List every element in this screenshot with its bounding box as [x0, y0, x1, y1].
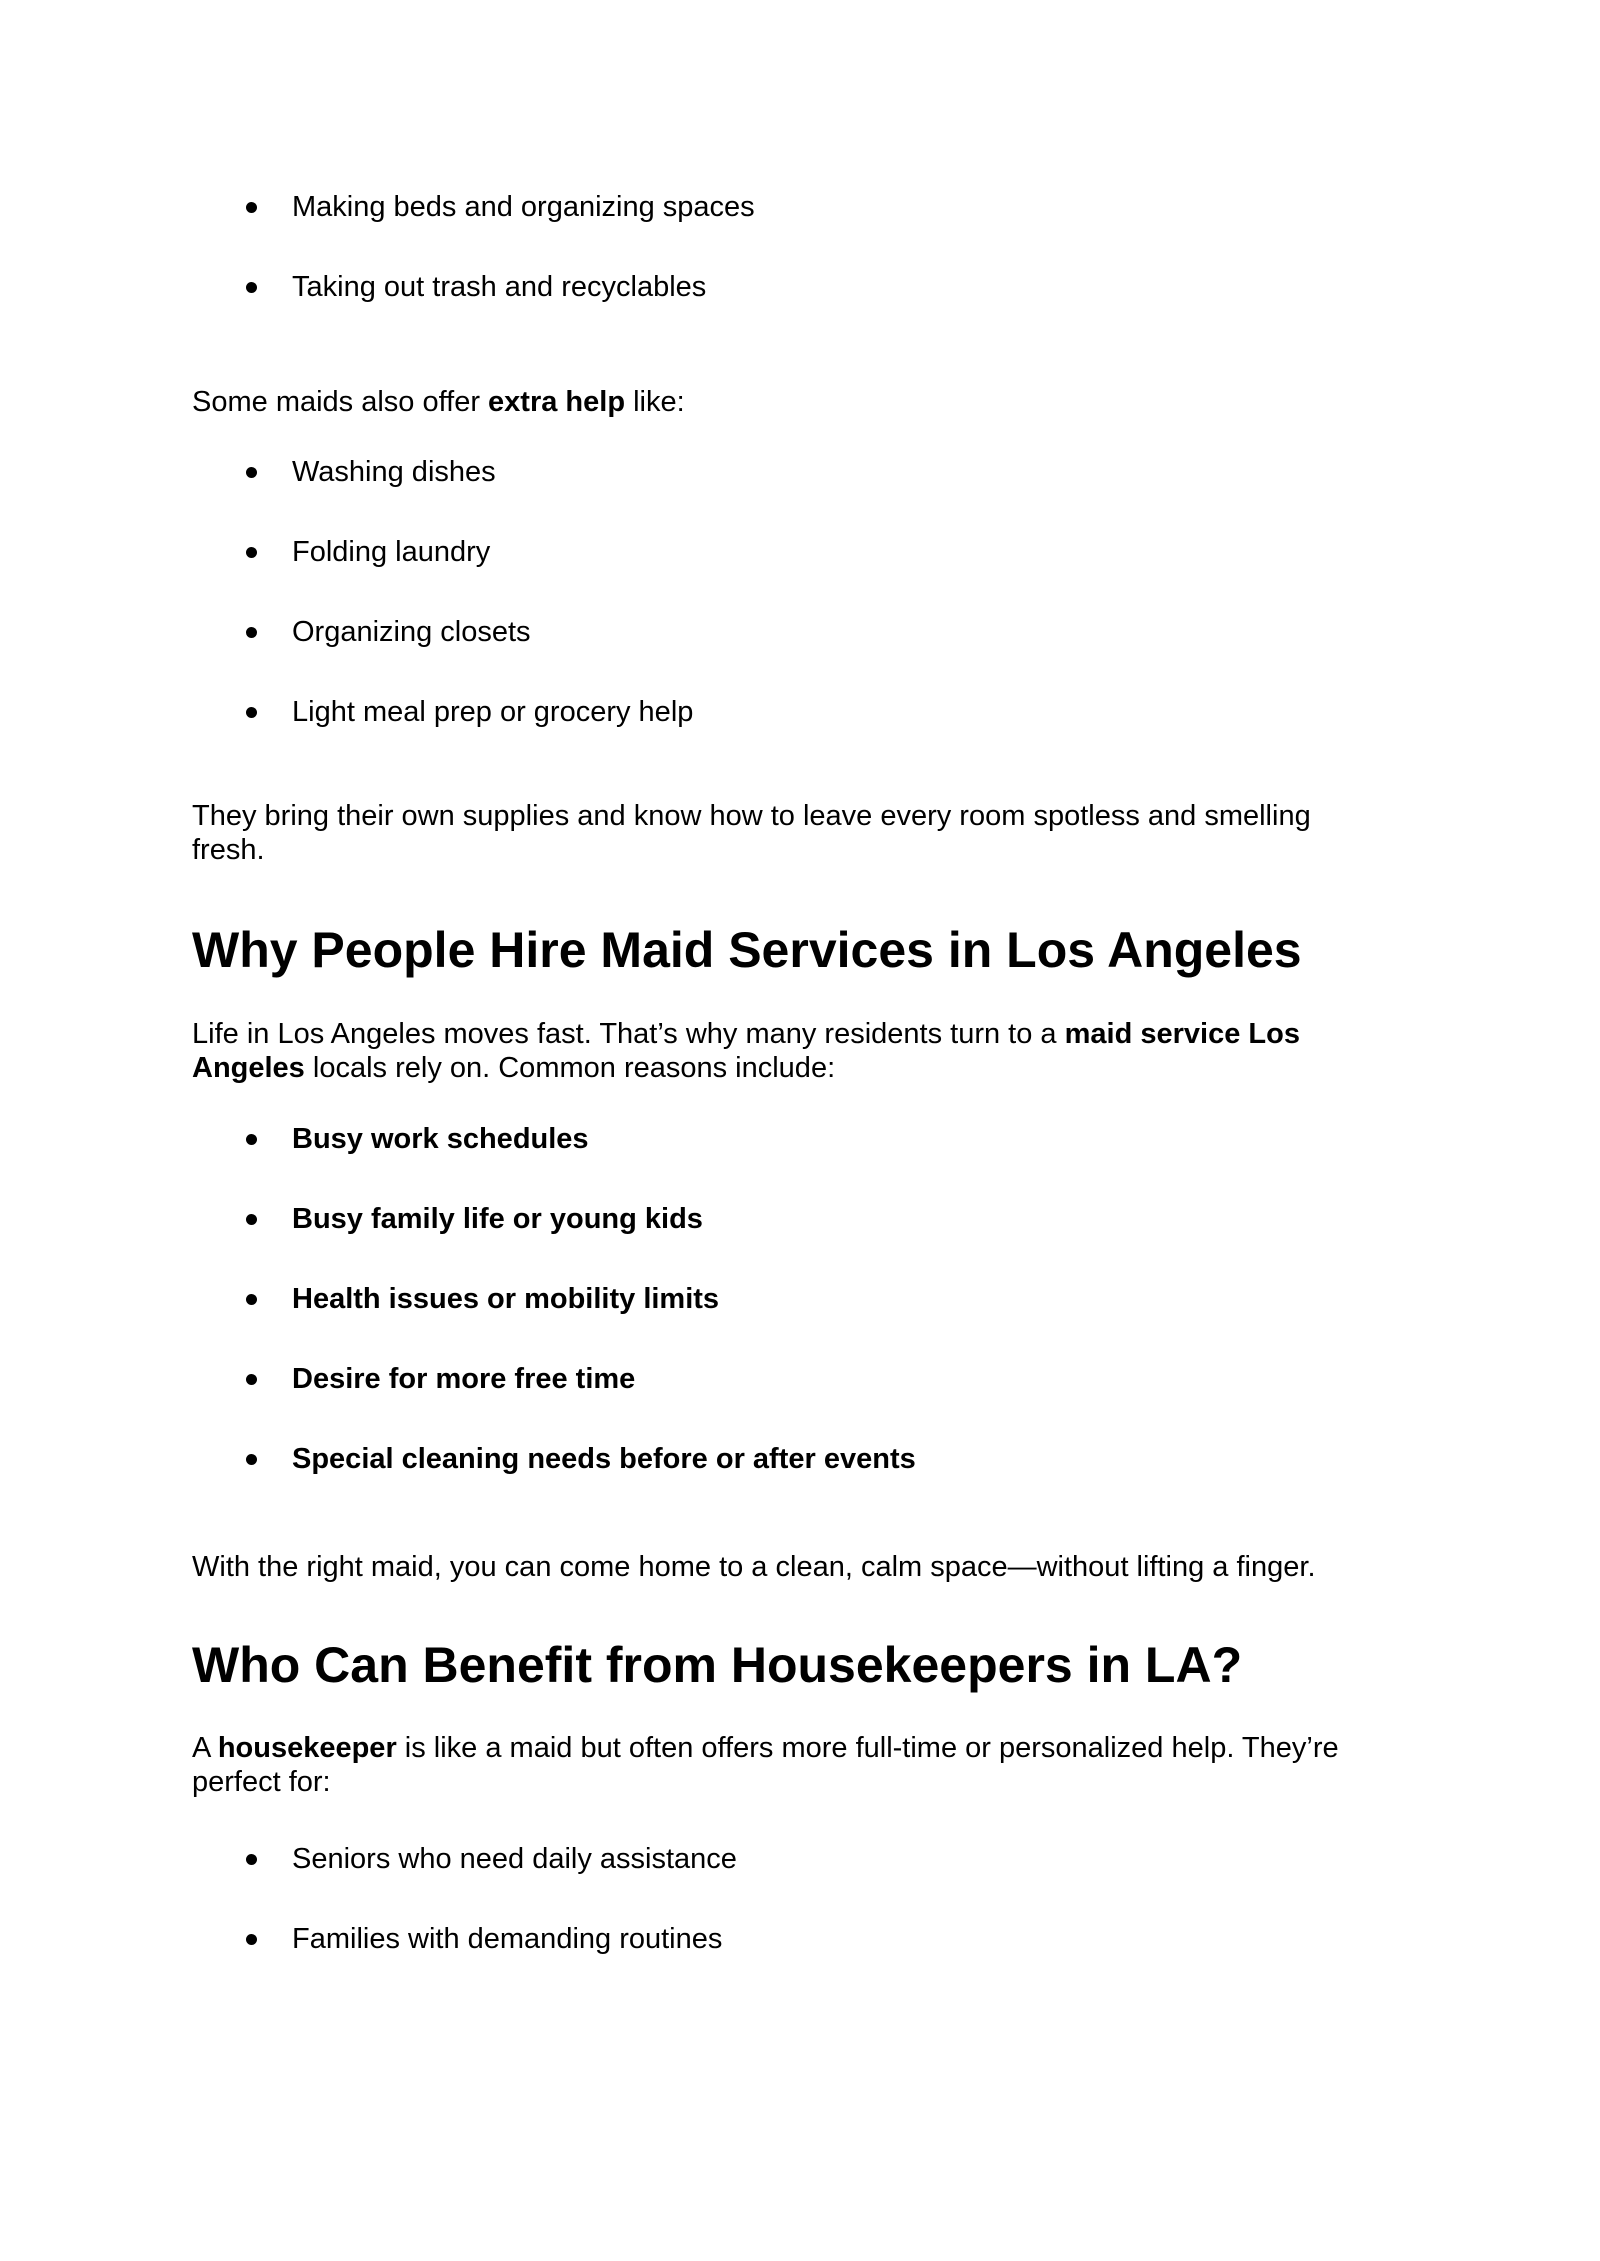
list-item-text: Washing dishes: [292, 456, 496, 488]
bold-text: Angeles: [192, 1051, 305, 1084]
text-segment: Some maids also offer: [192, 386, 489, 418]
list-item: [192, 1283, 1480, 1317]
list-item-text: Organizing closets: [292, 616, 531, 648]
bullet-icon: [246, 467, 257, 478]
list-item-text: Folding laundry: [292, 536, 491, 568]
list-item-text: Taking out trash and recyclables: [292, 271, 707, 303]
bullet-icon: [246, 282, 257, 293]
bullet-icon: [246, 707, 257, 718]
list-item: [192, 191, 1480, 225]
bold-text: housekeeper: [217, 1732, 397, 1764]
bold-text: maid service Los: [1064, 1018, 1300, 1050]
paragraph-with-maid: [192, 1551, 1480, 1585]
list-item: [192, 1443, 1480, 1477]
paragraph-extra-help: [192, 386, 1480, 420]
list-item-text: Busy work schedules: [292, 1123, 589, 1155]
list-item: [192, 1363, 1480, 1397]
text-segment: With the right maid, you can come home to a clean, calm space—without lifting a finger.: [192, 1551, 1316, 1583]
list-item-text: Making beds and organizing spaces: [292, 191, 755, 223]
section-heading-why-people-hire: Why People Hire Maid Services in Los Angeles: [192, 922, 1302, 978]
bullet-icon: [246, 1294, 257, 1305]
list-item: [192, 271, 1480, 305]
bullet-icon: [246, 1934, 257, 1945]
list-item: [192, 616, 1480, 650]
text-segment: Life in Los Angeles moves fast. That’s why many residents turn to a: [192, 1018, 1065, 1050]
list-item-text: Health issues or mobility limits: [292, 1283, 720, 1315]
section-heading-who-can-benefit: Who Can Benefit from Housekeepers in LA?: [192, 1637, 1243, 1693]
text-segment: perfect for:: [192, 1765, 331, 1798]
paragraph-supplies: [192, 800, 1480, 867]
list-item: [192, 456, 1480, 490]
bullet-icon: [246, 547, 257, 558]
list-item-text: Light meal prep or grocery help: [292, 696, 694, 728]
bold-text: extra help: [488, 386, 626, 418]
list-item: [192, 1923, 1480, 1957]
list-item: [192, 1203, 1480, 1237]
text-segment: is like a maid but often offers more full-time or personalized help. They’re: [396, 1732, 1339, 1764]
text-segment: They bring their own supplies and know how to leave every room spotless and smelling: [192, 800, 1311, 832]
text-segment: fresh.: [192, 833, 265, 866]
text-segment: locals rely on. Common reasons include:: [304, 1051, 836, 1084]
list-item: [192, 536, 1480, 570]
bullet-icon: [246, 1214, 257, 1225]
list-item: [192, 696, 1480, 730]
paragraph-life-in-la: [192, 1018, 1480, 1085]
bullet-icon: [246, 627, 257, 638]
list-item: [192, 1123, 1480, 1157]
list-item-text: Desire for more free time: [292, 1363, 636, 1395]
list-item-text: Special cleaning needs before or after events: [292, 1443, 916, 1475]
paragraph-housekeeper: [192, 1732, 1480, 1799]
bullet-icon: [246, 202, 257, 213]
list-item-text: Families with demanding routines: [292, 1923, 723, 1955]
bullet-icon: [246, 1374, 257, 1385]
list-item-text: Seniors who need daily assistance: [292, 1843, 737, 1875]
bullet-icon: [246, 1454, 257, 1465]
text-segment: like:: [625, 386, 685, 418]
list-item: [192, 1843, 1480, 1877]
bullet-icon: [246, 1134, 257, 1145]
text-segment: A: [192, 1732, 218, 1764]
bullet-icon: [246, 1854, 257, 1865]
list-item-text: Busy family life or young kids: [292, 1203, 703, 1235]
